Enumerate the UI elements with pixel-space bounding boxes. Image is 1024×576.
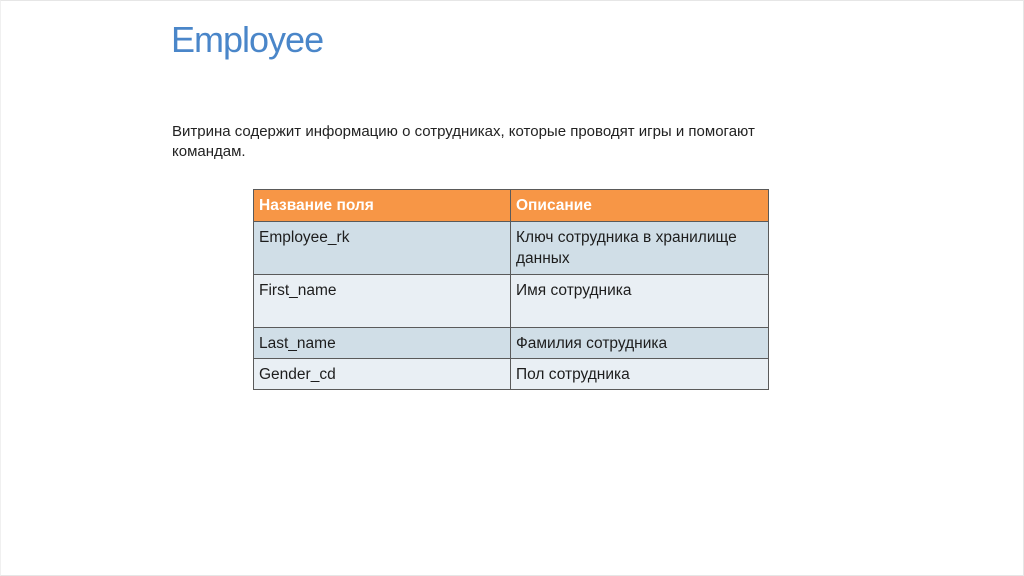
field-description-cell: Имя сотрудника xyxy=(511,275,769,328)
slide-intro-text: Витрина содержит информацию о сотрудниках, которые проводят игры и помогают командам. xyxy=(172,123,755,160)
table-row xyxy=(254,328,769,359)
table-header-row xyxy=(254,190,769,222)
table-row xyxy=(254,275,769,328)
table-row xyxy=(254,222,769,275)
field-name-cell: First_name xyxy=(254,275,511,328)
field-name-cell: Gender_cd xyxy=(254,359,511,390)
field-description-cell: Ключ сотрудника в хранилище данных xyxy=(511,222,769,275)
field-name-cell: Last_name xyxy=(254,328,511,359)
fields-table xyxy=(253,189,769,390)
table-row xyxy=(254,359,769,390)
header-field-name: Название поля xyxy=(254,190,511,222)
field-description-cell: Фамилия сотрудника xyxy=(511,328,769,359)
field-description-cell: Пол сотрудника xyxy=(511,359,769,390)
field-name-cell: Employee_rk xyxy=(254,222,511,275)
header-description: Описание xyxy=(511,190,769,222)
slide-title: Employee xyxy=(171,19,324,60)
